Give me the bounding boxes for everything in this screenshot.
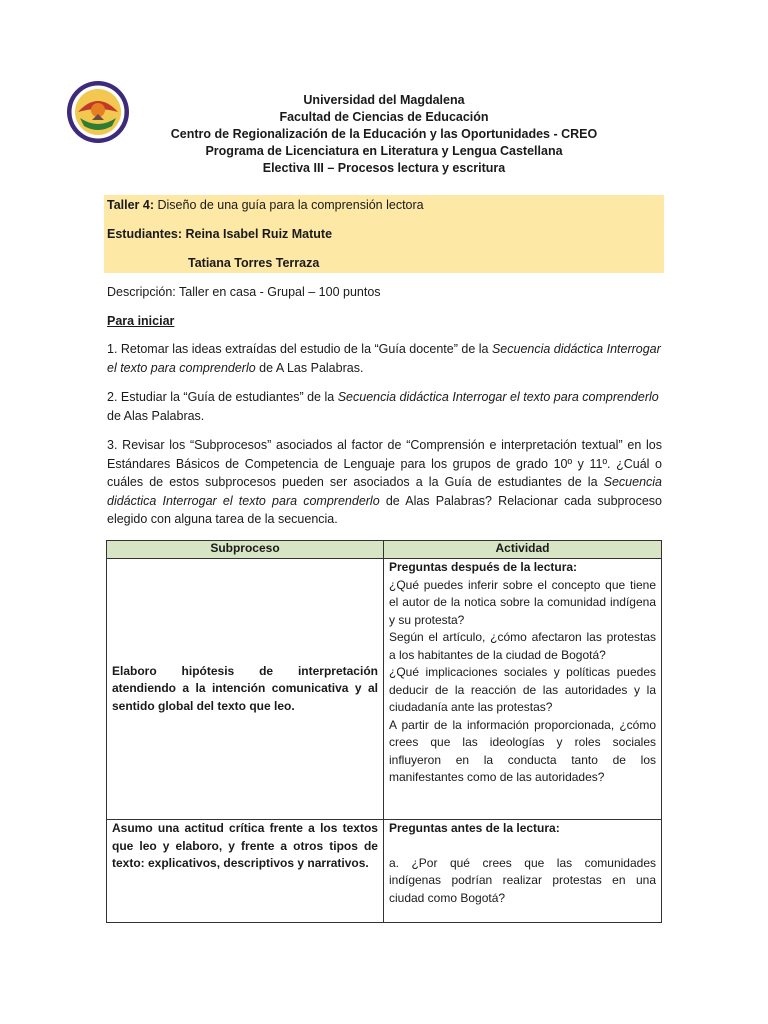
instruction-2-text: 2. Estudiar la “Guía de estudiantes” de la — [107, 390, 338, 404]
table-row — [107, 820, 662, 923]
table-header-row — [107, 541, 662, 559]
section-heading: Para iniciar — [107, 314, 175, 328]
instruction-1-end: de A Las Palabras. — [255, 360, 364, 375]
actividad-question: ¿Qué implicaciones sociales y políticas puedes deducir de la reacción de las autoridades y la ciudadanía ante las protestas? — [388, 665, 656, 714]
instruction-2-italic: Secuencia didáctica Interrogar el texto para comprenderlo — [337, 390, 659, 404]
instruction-1-italic: Secuencia didáctica Interrogar el texto para comprenderlo — [107, 342, 661, 375]
actividad-cell — [383, 820, 661, 923]
actividad-title: Preguntas antes de la lectura: — [388, 821, 560, 835]
instruction-3-text: 3. Revisar los “Subprocesos” asociados al factor de “Comprensión e interpretación textual” en los Estándares Básicos de Competencia de Lenguaje para los grupos de grado 10º y 11º. ¿Cuál o cuáles de estos subprocesos pueden ser asociados a la Guía de estudiantes de la — [107, 438, 662, 489]
actividad-content — [389, 820, 656, 907]
actividad-question: a. ¿Por qué crees que las comunidades indígenas podrían realizar protestas en una ciudad como Bogotá? — [388, 855, 656, 905]
header-center: Centro de Regionalización de la Educación y las Oportunidades - CREO — [170, 127, 598, 141]
instruction-2 — [107, 388, 662, 425]
header-faculty: Facultad de Ciencias de Educación — [279, 110, 489, 124]
actividad-question: ¿Qué puedes inferir sobre el concepto que tiene el autor de la notica sobre la comunidad indígena y su protesta? — [388, 577, 656, 627]
subproceso-text: Asumo una actitud crítica frente a los textos que leo y elaboro, y frente a otros tipos de texto: explicativos, descriptivos y narrativos. — [112, 821, 378, 870]
column-header-actividad: Actividad — [383, 541, 661, 559]
document-header — [100, 92, 668, 177]
instruction-3 — [107, 436, 662, 529]
actividad-question: Según el artículo, ¿cómo afectaron las protestas a los habitantes de la ciudad de Bogotá? — [388, 630, 656, 662]
subproceso-cell — [107, 559, 384, 820]
actividad-title: Preguntas después de la lectura: — [388, 560, 578, 574]
header-university: Universidad del Magdalena — [303, 93, 465, 107]
actividad-question: A partir de la información proporcionada, ¿cómo crees que las ideologías y roles sociales influyeron en la conducta tanto de los manifestantes como de las autoridades? — [388, 717, 656, 784]
subprocess-activity-table — [106, 540, 662, 923]
taller-title: Diseño de una guía para la comprensión lectora — [154, 198, 424, 212]
header-course: Electiva III – Procesos lectura y escritura — [262, 161, 506, 175]
taller-label: Taller 4: — [107, 198, 155, 212]
header-program: Programa de Licenciatura en Literatura y Lengua Castellana — [205, 144, 563, 158]
students-label: Estudiantes: Reina Isabel Ruiz Matute — [107, 227, 333, 241]
instruction-1 — [107, 340, 662, 377]
column-header-subproceso: Subproceso — [107, 541, 384, 559]
actividad-cell — [383, 559, 661, 820]
actividad-content — [389, 559, 656, 787]
description: Descripción: Taller en casa - Grupal – 100 puntos — [107, 285, 381, 299]
instruction-2-end: de Alas Palabras. — [107, 408, 205, 423]
instruction-3-end: de Alas Palabras? Relacionar cada subproceso elegido con alguna tarea de la secuencia. — [107, 493, 663, 526]
table-row — [107, 559, 662, 820]
subproceso-text: Elaboro hipótesis de interpretación atendiendo a la intención comunicativa y al sentido global del texto que leo. — [112, 663, 378, 713]
taller-line — [107, 196, 424, 214]
student-second: Tatiana Torres Terraza — [188, 256, 320, 270]
instruction-3-italic: Secuencia didáctica Interrogar el texto para comprenderlo — [107, 475, 662, 508]
instruction-1-text: 1. Retomar las ideas extraídas del estudio de la “Guía docente” de la — [107, 342, 492, 356]
subproceso-cell — [107, 820, 384, 923]
